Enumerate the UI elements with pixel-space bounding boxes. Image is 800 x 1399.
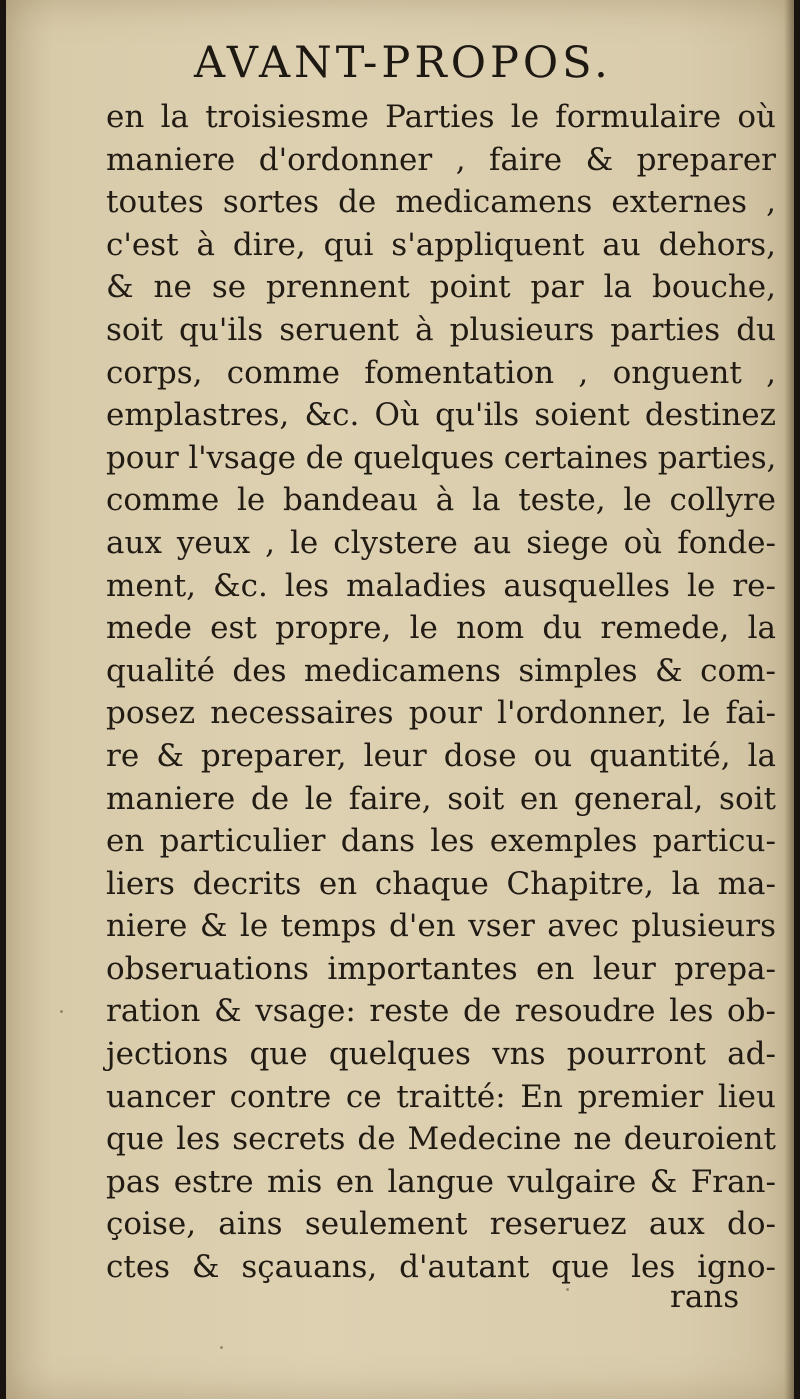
text-line: pour l'vsage de quelques certaines parties, xyxy=(106,439,777,476)
text-line: niere & le temps d'en vser avec plusieurs xyxy=(106,908,776,945)
text-line: soit qu'ils seruent à plusieurs parties du xyxy=(106,311,776,348)
text-line: qualité des medicamens simples & com- xyxy=(106,652,776,689)
text-line: ctes & sçauans, d'autant que les igno- xyxy=(106,1249,776,1286)
body-text xyxy=(106,96,776,1289)
text-line: corps, comme fomentation , onguent , xyxy=(106,354,776,391)
text-line: ment, &c. les maladies ausquelles le re- xyxy=(106,567,776,604)
text-line: uancer contre ce traitté: En premier lieu xyxy=(106,1078,776,1115)
text-line: que les secrets de Medecine ne deuroient xyxy=(106,1121,776,1158)
text-line: posez necessaires pour l'ordonner, le fai- xyxy=(106,695,776,732)
text-line: obseruations importantes en leur prepa- xyxy=(106,950,776,987)
text-line: toutes sortes de medicamens externes , xyxy=(106,184,776,221)
text-line: c'est à dire, qui s'appliquent au dehors, xyxy=(106,226,776,263)
text-line: & ne se prennent point par la bouche, xyxy=(106,269,776,306)
text-line: pas estre mis en langue vulgaire & Fran- xyxy=(106,1163,776,1200)
paper-speck xyxy=(60,1010,63,1013)
catchword: rans xyxy=(670,1279,740,1315)
text-line: re & preparer, leur dose ou quantité, la xyxy=(106,737,776,774)
paper-speck xyxy=(220,1346,223,1349)
text-line: emplastres, &c. Où qu'ils soient destinez xyxy=(106,397,776,434)
book-page xyxy=(6,0,794,1399)
text-line: en particulier dans les exemples particu- xyxy=(106,823,776,860)
paper-speck xyxy=(566,1288,569,1291)
text-line: maniere de le faire, soit en general, soit xyxy=(106,780,776,817)
text-line: liers decrits en chaque Chapitre, la ma- xyxy=(106,865,776,902)
text-line: aux yeux , le clystere au siege où fonde- xyxy=(106,524,776,561)
text-line: en la troisiesme Parties le formulaire où xyxy=(106,99,776,135)
running-head: AVANT-PROPOS. xyxy=(194,38,612,88)
text-line: mede est propre, le nom du remede, la xyxy=(106,610,776,647)
text-line: maniere d'ordonner , faire & preparer xyxy=(106,141,776,178)
text-line: comme le bandeau à la teste, le collyre xyxy=(106,482,776,519)
text-line: jections que quelques vns pourront ad- xyxy=(106,1036,776,1073)
text-line: ration & vsage: reste de resoudre les ob- xyxy=(106,993,776,1030)
text-line: çoise, ains seulement reseruez aux do- xyxy=(106,1206,776,1243)
